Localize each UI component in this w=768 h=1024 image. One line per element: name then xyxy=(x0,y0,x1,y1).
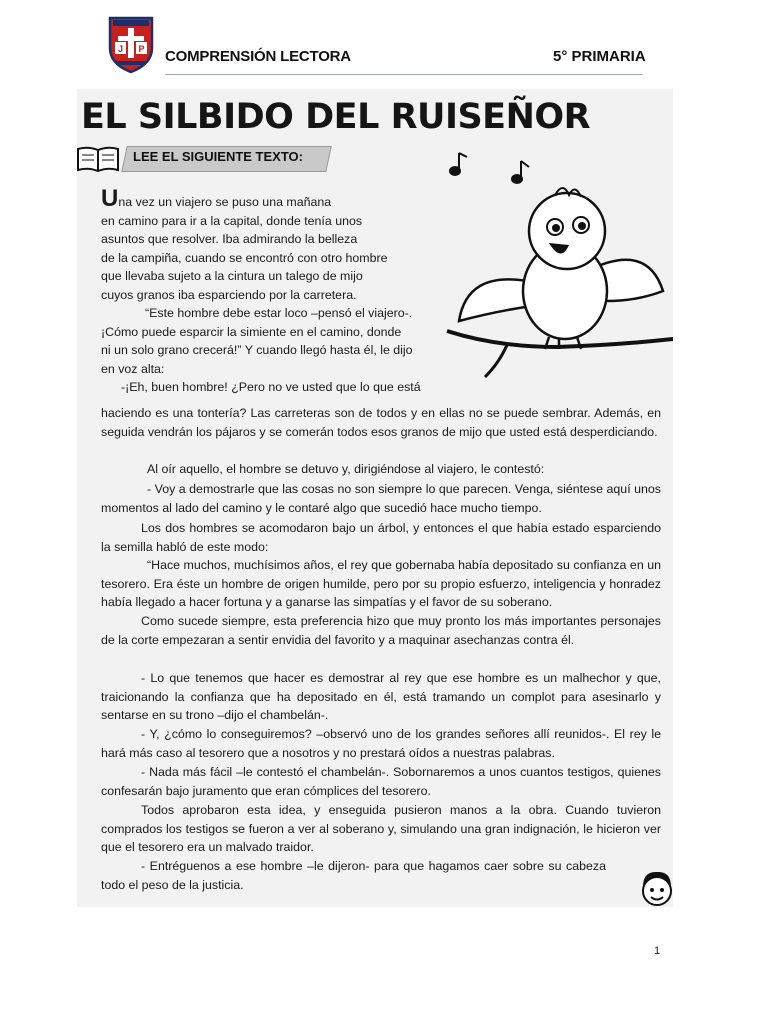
header-divider xyxy=(165,74,643,75)
worksheet-scan xyxy=(77,89,673,907)
story-paragraph: Los dos hombres se acomodaron bajo un árbol, y entonces el que había estado esparciendo la semilla habló de este modo: xyxy=(101,521,661,554)
story-title: EL SILBIDO DEL RUISEÑOR xyxy=(81,97,591,137)
grade-label: 5° PRIMARIA xyxy=(553,48,646,65)
nightingale-illustration-icon xyxy=(437,151,673,391)
story-paragraph: - Nada más fácil –le contestó el chambelán-. Sobornaremos a unos cuantos testigos, quienes confesarán bajo juramento que eran cómplices del tesorero. xyxy=(101,765,661,798)
story-paragraph: Todos aprobaron esta idea, y enseguida pusieron manos a la obra. Cuando tuvieron comprados los testigos se fueron a ver al soberano y, simulando una gran indignación, le hicieron ver que el tesorero era un malvado traidor. xyxy=(101,803,661,854)
svg-text:P: P xyxy=(138,44,145,54)
story-intro: Una vez un viajero se puso una mañana en camino para ir a la capital, donde tenía unos asuntos que resolver. Iba admirando la belleza de la campiña, cuando se encontró con otro hombre que llevaba sujeto a la cintura un talego de mijo cuyos granos iba esparciendo por la carretera. “Este hombre debe estar loco –pensó el viajero-. ¡Cómo puede esparcir la simiente en el camino, donde ni un solo grano crecerá!” Y cuando llegó hasta él, le dijo en voz alta: -¡Eh, buen hombre! ¿Pero no ve usted que lo que está xyxy=(101,185,421,394)
page-header xyxy=(0,0,768,90)
story-paragraph: “Hace muchos, muchísimos años, el rey que gobernaba había depositado su confianza en un tesorero. Era éste un hombre de origen humilde, pero por su propio esfuerzo, inteligencia y honradez había llegado a hacer fortuna y a ganarse las simpatías y el favor de su soberano. xyxy=(101,558,661,609)
story-paragraph: haciendo es una tontería? Las carreteras son de todos y en ellas no se puede sembrar. Además, en seguida vendrán los pájaros y se comerán todos esos granos de mijo que usted está desperdiciando. xyxy=(101,406,661,439)
story-paragraph: Como sucede siempre, esta preferencia hizo que muy pronto los más importantes personajes de la corte empezaran a sentir envidia del favorito y a maquinar asechanzas contra él. xyxy=(101,614,661,647)
school-crest-icon xyxy=(108,14,154,74)
svg-text:J: J xyxy=(117,44,124,54)
instruction-text: LEE EL SIGUIENTE TEXTO: xyxy=(133,149,303,164)
page-number: 1 xyxy=(654,945,661,957)
dropcap-letter: U xyxy=(101,185,119,212)
story-paragraph: - Y, ¿cómo lo conseguiremos? –observó uno de los grandes señores allí reunidos-. El rey le hará más caso al tesorero que a nosotros y no prestará oídos a nuestras palabras. xyxy=(101,727,661,760)
story-paragraph: - Voy a demostrarle que las cosas no son siempre lo que parecen. Venga, siéntese aquí unos momentos al lado del camino y le contaré algo que sucedió hace mucho tiempo. xyxy=(101,482,661,515)
course-title: COMPRENSIÓN LECTORA xyxy=(165,48,351,65)
story-paragraph: - Entréguenos a ese hombre –le dijeron- para que hagamos caer sobre su cabeza todo el peso de la justicia. xyxy=(101,859,606,892)
story-paragraph: - Lo que tenemos que hacer es demostrar al rey que ese hombre es un malhechor y que, traicionando la confianza que ha depositado en él, está tramando un complot para asesinarlo y sentarse en su trono –dijo el chambelán-. xyxy=(101,671,661,722)
child-face-icon xyxy=(637,869,673,907)
story-paragraph: Al oír aquello, el hombre se detuvo y, dirigiéndose al viajero, le contestó: xyxy=(147,462,545,476)
open-book-icon xyxy=(77,145,121,173)
